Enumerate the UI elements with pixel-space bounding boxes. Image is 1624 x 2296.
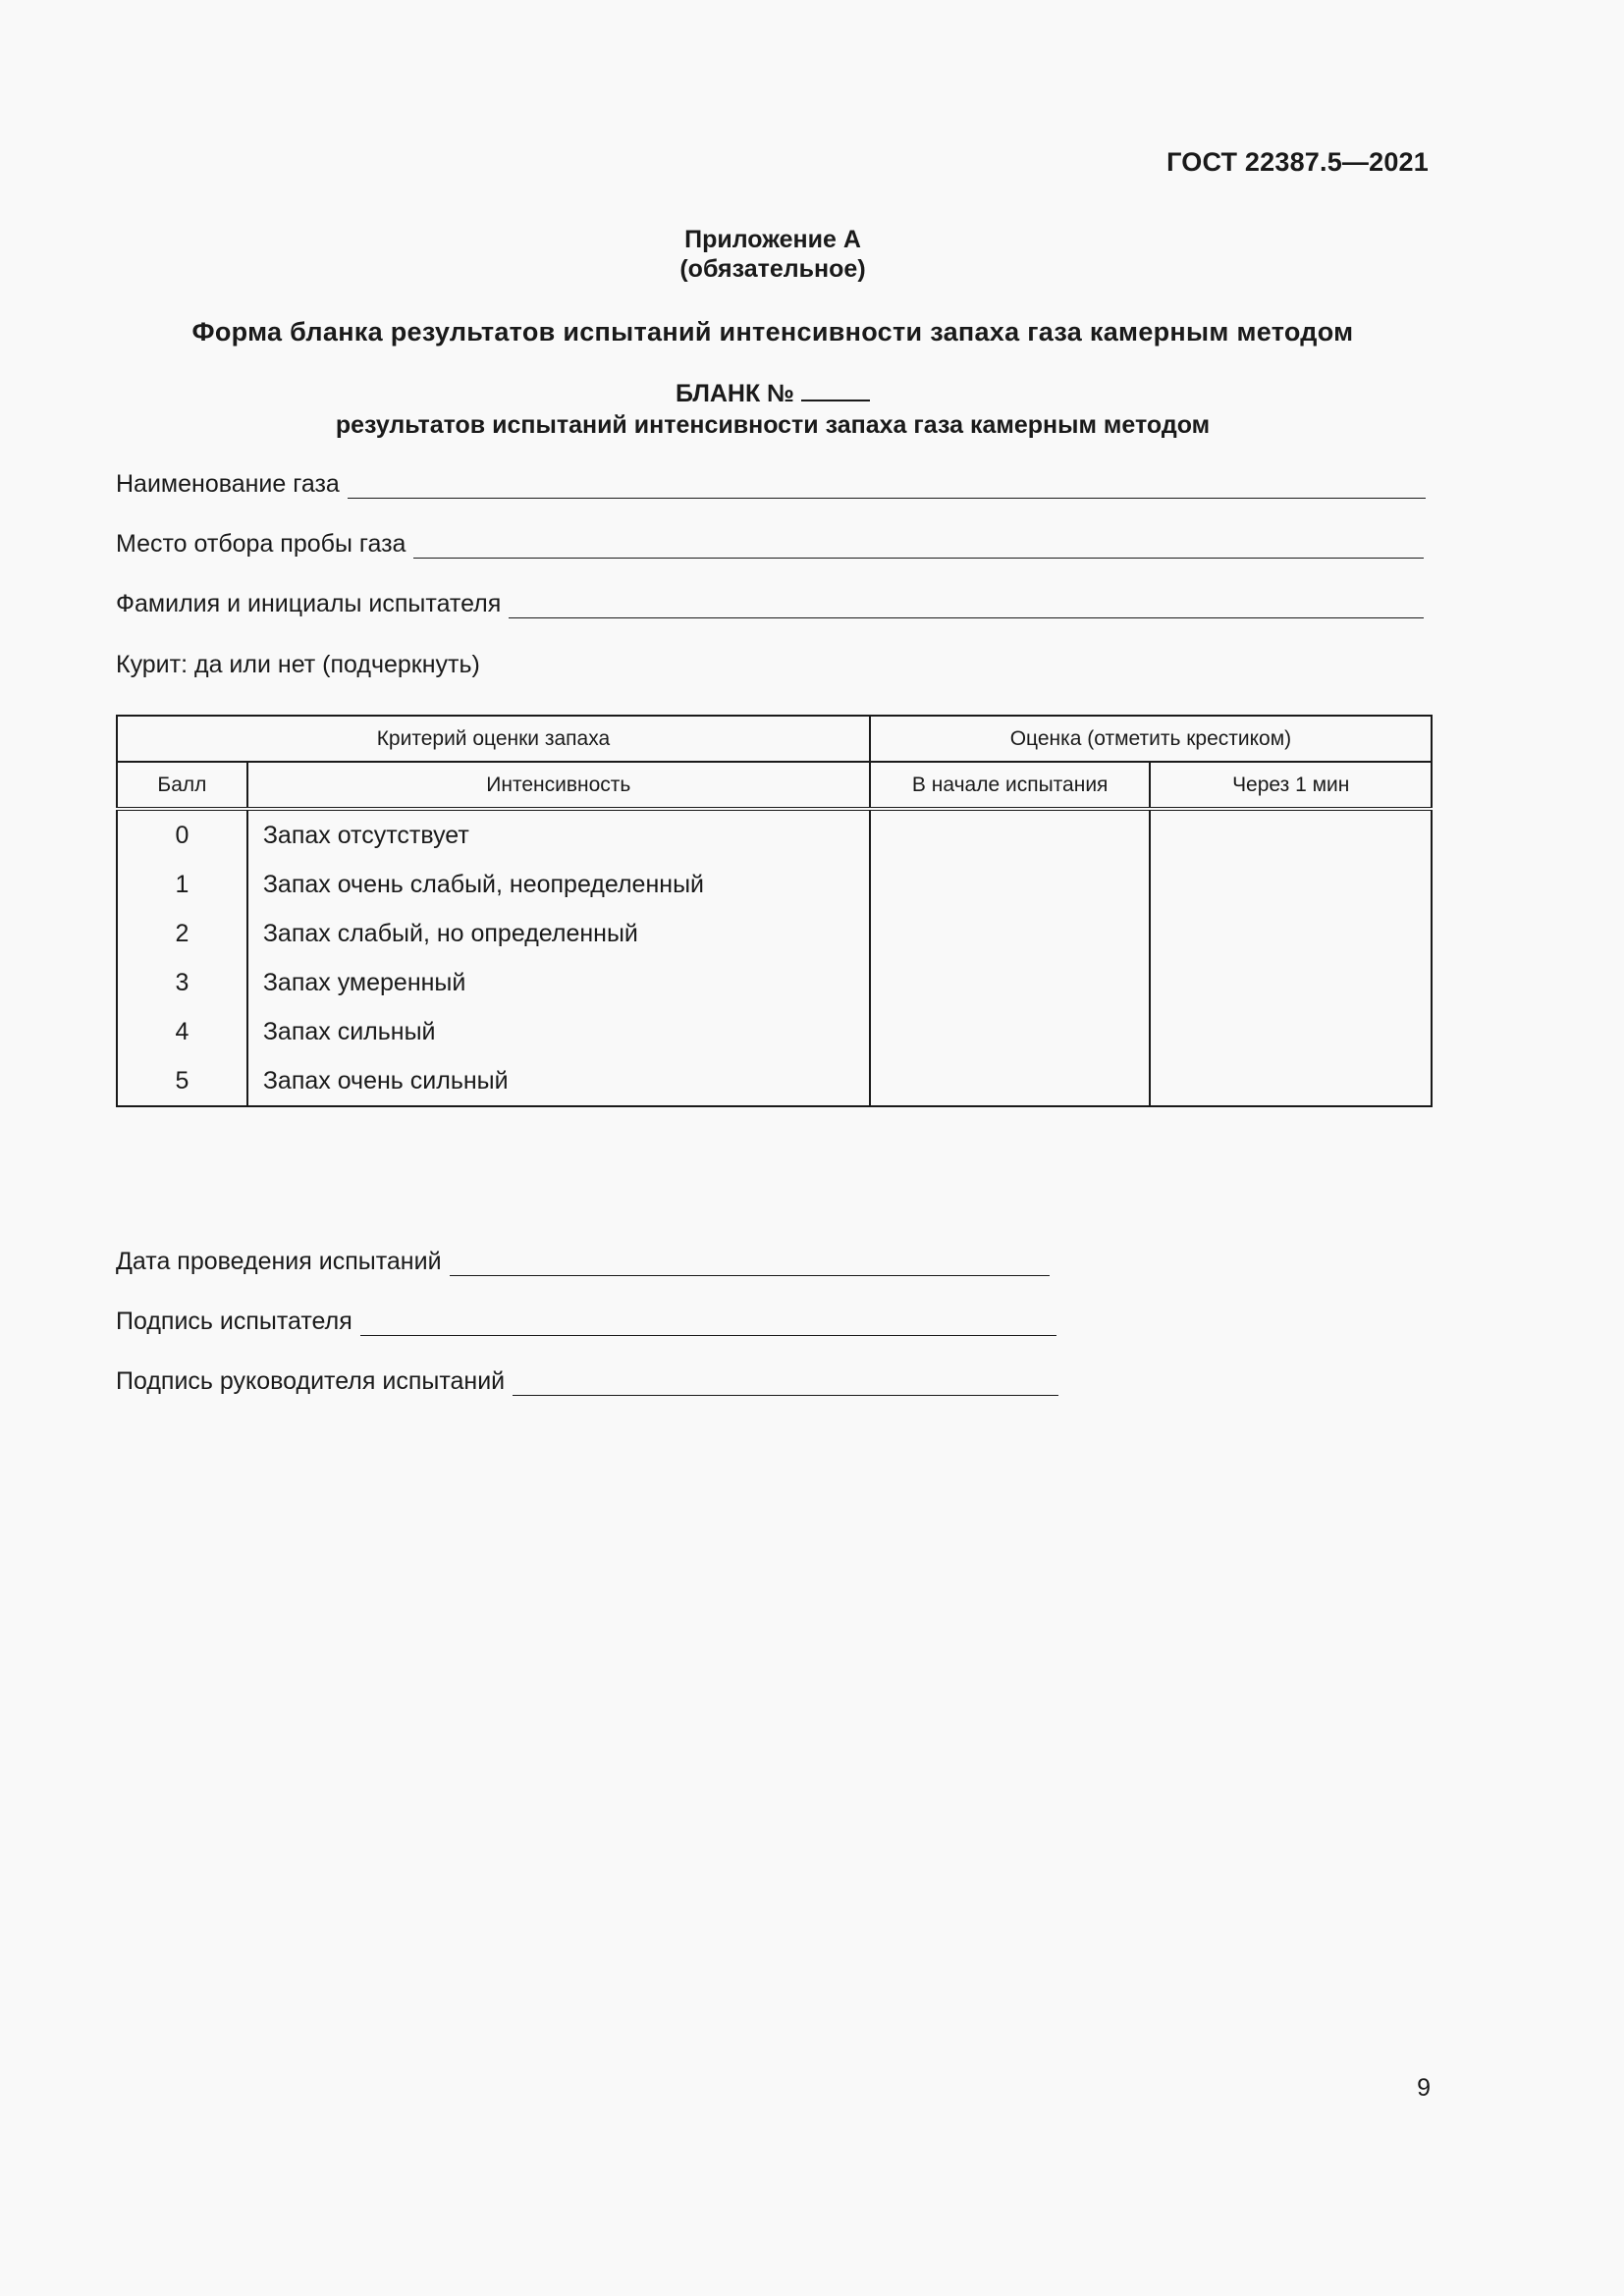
table-body-row <box>117 809 1432 1106</box>
intensity-cell: Запах слабый, но определенный <box>262 920 638 947</box>
date-label: Дата проведения испытаний <box>116 1248 442 1275</box>
evaluation-header: Оценка (отметить крестиком) <box>870 716 1432 762</box>
manager-signature-line <box>513 1371 1058 1396</box>
score-header: Балл <box>117 762 247 809</box>
sampling-place-line <box>413 534 1424 559</box>
score-cell: 1 <box>175 871 189 898</box>
odor-evaluation-table <box>116 715 1433 1107</box>
score-cell: 4 <box>175 1018 189 1045</box>
criteria-header: Критерий оценки запаха <box>117 716 870 762</box>
appendix-title: Приложение А <box>684 226 861 253</box>
blank-number-label: БЛАНК № <box>675 380 795 407</box>
smokes-label: Курит: да или нет (подчеркнуть) <box>116 651 480 678</box>
sampling-place-field <box>116 529 1424 559</box>
after-mark-cell[interactable] <box>1150 809 1432 1106</box>
start-mark-cell[interactable] <box>870 809 1151 1106</box>
tester-signature-field <box>116 1307 1056 1336</box>
intensity-column <box>247 809 870 1106</box>
intensity-cell: Запах умеренный <box>262 969 466 996</box>
date-field <box>116 1247 1050 1276</box>
manager-signature-field <box>116 1366 1058 1396</box>
tester-signature-label: Подпись испытателя <box>116 1308 352 1335</box>
gas-name-field <box>116 469 1426 499</box>
manager-signature-label: Подпись руководителя испытаний <box>116 1367 506 1395</box>
standard-number: ГОСТ 22387.5—2021 <box>1166 147 1429 177</box>
after-header: Через 1 мин <box>1150 762 1432 809</box>
sampling-place-label: Место отбора пробы газа <box>116 530 406 558</box>
score-cell: 2 <box>175 920 189 947</box>
blank-subtitle: результатов испытаний интенсивности запаха газа камерным методом <box>335 411 1211 439</box>
date-line <box>450 1252 1050 1276</box>
form-title: Форма бланка результатов испытаний интенсивности запаха газа камерным методом <box>191 317 1354 347</box>
page-number: 9 <box>1417 2074 1431 2102</box>
score-column <box>117 809 247 1106</box>
intensity-cell: Запах очень слабый, неопределенный <box>262 871 705 898</box>
score-cell: 3 <box>175 969 189 996</box>
intensity-cell: Запах отсутствует <box>262 822 469 849</box>
tester-name-label: Фамилия и инициалы испытателя <box>116 590 502 617</box>
smokes-field <box>116 650 480 679</box>
blank-number-line <box>801 378 870 401</box>
gas-name-line <box>348 474 1426 499</box>
tester-signature-line <box>360 1311 1056 1336</box>
intensity-cell: Запах сильный <box>262 1018 436 1045</box>
intensity-header: Интенсивность <box>247 762 870 809</box>
table-column-header-row <box>117 762 1432 809</box>
tester-name-line <box>509 594 1424 618</box>
gas-name-label: Наименование газа <box>116 470 340 498</box>
blank-number <box>0 378 1545 408</box>
table-group-header-row <box>117 716 1432 762</box>
appendix-heading <box>0 225 1545 284</box>
score-cell: 5 <box>175 1067 189 1095</box>
score-cell: 0 <box>175 822 189 849</box>
appendix-status: (обязательное) <box>679 255 866 283</box>
start-header: В начале испытания <box>870 762 1151 809</box>
tester-name-field <box>116 589 1424 618</box>
intensity-cell: Запах очень сильный <box>262 1067 509 1095</box>
